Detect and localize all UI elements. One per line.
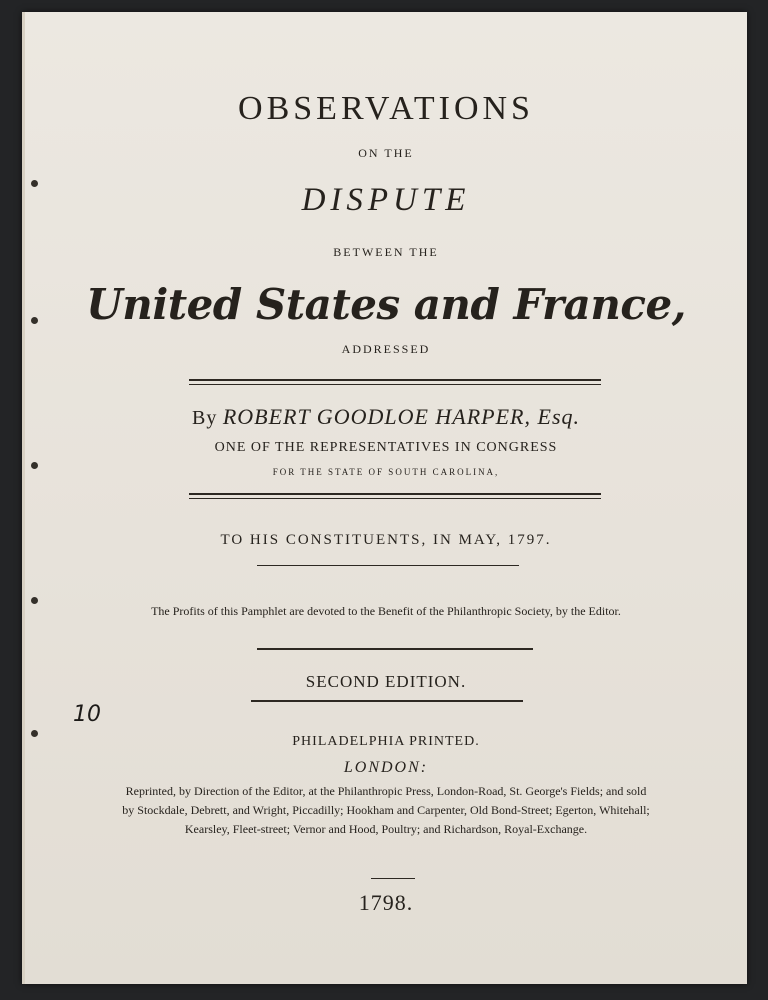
reprint-city: LONDON:	[343, 759, 429, 776]
author-role: ONE OF THE REPRESENTATIVES IN CONGRESS	[214, 440, 558, 455]
pamphlet-page	[22, 12, 747, 984]
author-state: FOR THE STATE OF SOUTH CAROLINA,	[272, 467, 500, 477]
main-title: OBSERVATIONS	[238, 90, 534, 127]
parties-title: United States and France,	[86, 280, 686, 329]
profits-note: The Profits of this Pamphlet are devoted to the Benefit of the Philanthropic Society, by the Editor.	[151, 604, 621, 618]
short-rule	[251, 700, 523, 702]
addressed-label: ADDRESSED	[341, 342, 431, 356]
author-line	[25, 404, 747, 430]
double-rule	[189, 498, 601, 499]
printed-at: PHILADELPHIA PRINTED.	[292, 734, 480, 749]
short-rule	[257, 648, 533, 650]
double-rule	[189, 379, 601, 381]
imprint-text: Reprinted, by Direction of the Editor, at the Philanthropic Press, London-Road, St. George's Fields; and sold by Stockdale, Debrett, and Wright, Piccadilly; Hookham and Carpenter, Old Bond-Street; Egerton, Whitehall; Kearsley, Fleet-street; Vernor and Hood, Poultry; and Richardson, Royal-Exchange.	[122, 784, 650, 836]
author-name: ROBERT GOODLOE HARPER, Esq.	[222, 404, 580, 429]
double-rule	[189, 493, 601, 495]
connector-between-the: BETWEEN THE	[333, 245, 439, 259]
short-rule	[257, 565, 519, 566]
double-rule	[189, 384, 601, 385]
author-by: By	[191, 407, 218, 429]
edition-label: SECOND EDITION.	[305, 672, 467, 691]
handwritten-mark: 10	[73, 702, 101, 727]
connector-on-the: ON THE	[358, 146, 414, 160]
title-page	[25, 12, 747, 984]
publication-year: 1798.	[358, 890, 414, 915]
short-rule	[371, 878, 415, 879]
subject-title: DISPUTE	[301, 182, 471, 218]
recipients-line: TO HIS CONSTITUENTS, IN MAY, 1797.	[220, 532, 552, 548]
